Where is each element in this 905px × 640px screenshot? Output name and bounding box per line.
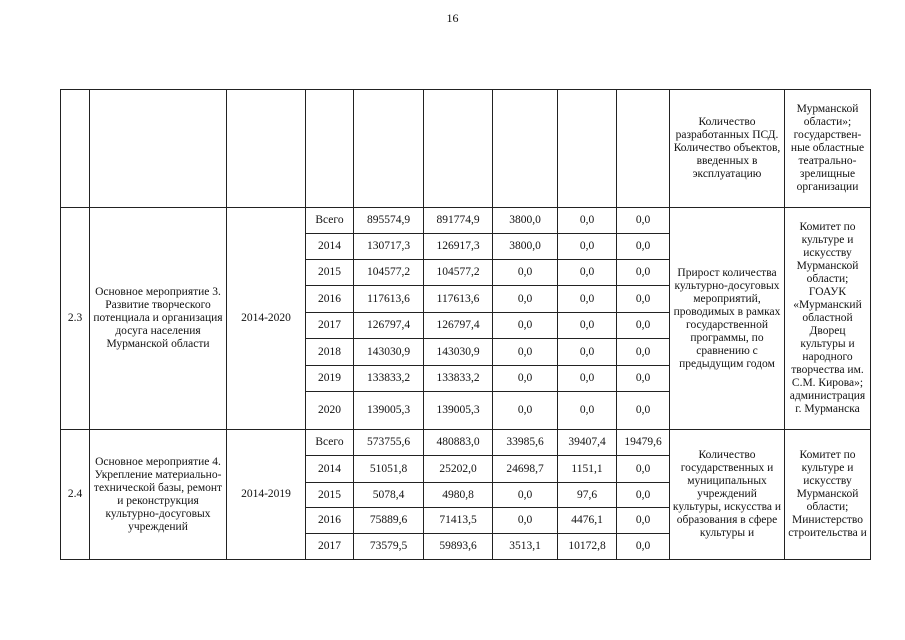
year-cell: Всего: [306, 208, 354, 234]
other-sources-cell: 0,0: [617, 286, 670, 313]
table-row-continuation: [61, 90, 871, 208]
regional-budget-cell: 133833,2: [424, 366, 493, 392]
indicator-cell: Количество государственных и муниципальных учреждений культуры, искусства и образования в сфере культуры и: [670, 430, 785, 560]
empty-cell: [558, 90, 617, 208]
table-row: [61, 208, 871, 234]
total-cell: 126797,4: [354, 313, 424, 339]
empty-cell: [424, 90, 493, 208]
regional-budget-cell: 891774,9: [424, 208, 493, 234]
regional-budget-cell: 139005,3: [424, 392, 493, 430]
local-budget-cell: 0,0: [558, 260, 617, 286]
federal-budget-cell: 3800,0: [493, 234, 558, 260]
year-cell: 2014: [306, 456, 354, 483]
total-cell: 895574,9: [354, 208, 424, 234]
regional-budget-cell: 126917,3: [424, 234, 493, 260]
regional-budget-cell: 71413,5: [424, 508, 493, 534]
other-sources-cell: 0,0: [617, 456, 670, 483]
empty-cell: [493, 90, 558, 208]
local-budget-cell: 97,6: [558, 483, 617, 508]
federal-budget-cell: 0,0: [493, 392, 558, 430]
local-budget-cell: 0,0: [558, 366, 617, 392]
row-number-cell: 2.4: [61, 430, 90, 560]
federal-budget-cell: 0,0: [493, 483, 558, 508]
period-cell: 2014-2019: [227, 430, 306, 560]
total-cell: 130717,3: [354, 234, 424, 260]
empty-cell: [617, 90, 670, 208]
total-cell: 139005,3: [354, 392, 424, 430]
other-sources-cell: 0,0: [617, 392, 670, 430]
local-budget-cell: 0,0: [558, 208, 617, 234]
federal-budget-cell: 0,0: [493, 313, 558, 339]
year-cell: 2016: [306, 286, 354, 313]
year-cell: 2017: [306, 313, 354, 339]
federal-budget-cell: 0,0: [493, 508, 558, 534]
federal-budget-cell: 33985,6: [493, 430, 558, 456]
year-cell: 2015: [306, 260, 354, 286]
federal-budget-cell: 3513,1: [493, 534, 558, 560]
local-budget-cell: 0,0: [558, 313, 617, 339]
local-budget-cell: 10172,8: [558, 534, 617, 560]
regional-budget-cell: 104577,2: [424, 260, 493, 286]
other-sources-cell: 0,0: [617, 366, 670, 392]
year-cell: 2014: [306, 234, 354, 260]
other-sources-cell: 0,0: [617, 508, 670, 534]
local-budget-cell: 0,0: [558, 286, 617, 313]
other-sources-cell: 0,0: [617, 260, 670, 286]
local-budget-cell: 0,0: [558, 234, 617, 260]
federal-budget-cell: 3800,0: [493, 208, 558, 234]
year-cell: 2016: [306, 508, 354, 534]
executor-cell: Комитет по культуре и искусству Мурманской области; ГОАУК «Мурманский областной Дворец культуры и народного творчества им. С.М. Кирова»; администрация г. Мурманска: [785, 208, 871, 430]
total-cell: 75889,6: [354, 508, 424, 534]
federal-budget-cell: 0,0: [493, 260, 558, 286]
activity-name-cell: Основное мероприятие 4. Укрепление материально-технической базы, ремонт и реконструкция культурно-досуговых учреждений: [90, 430, 227, 560]
regional-budget-cell: 117613,6: [424, 286, 493, 313]
year-cell: 2019: [306, 366, 354, 392]
table-body: [61, 90, 871, 560]
local-budget-cell: 39407,4: [558, 430, 617, 456]
executor-cell: Мурманской области»; государствен-ные областные театрально-зрелищные организации: [785, 90, 871, 208]
local-budget-cell: 0,0: [558, 339, 617, 366]
empty-cell: [61, 90, 90, 208]
total-cell: 117613,6: [354, 286, 424, 313]
indicator-cell: Количество разработанных ПСД. Количество объектов, введенных в эксплуатацию: [670, 90, 785, 208]
total-cell: 5078,4: [354, 483, 424, 508]
total-cell: 573755,6: [354, 430, 424, 456]
other-sources-cell: 19479,6: [617, 430, 670, 456]
total-cell: 143030,9: [354, 339, 424, 366]
year-cell: 2017: [306, 534, 354, 560]
total-cell: 73579,5: [354, 534, 424, 560]
table-row: [61, 430, 871, 456]
page-number: 16: [446, 11, 459, 25]
other-sources-cell: 0,0: [617, 534, 670, 560]
empty-cell: [306, 90, 354, 208]
regional-budget-cell: 4980,8: [424, 483, 493, 508]
empty-cell: [227, 90, 306, 208]
local-budget-cell: 1151,1: [558, 456, 617, 483]
year-cell: Всего: [306, 430, 354, 456]
year-cell: 2015: [306, 483, 354, 508]
total-cell: 133833,2: [354, 366, 424, 392]
program-activities-table: [60, 89, 871, 560]
total-cell: 51051,8: [354, 456, 424, 483]
total-cell: 104577,2: [354, 260, 424, 286]
other-sources-cell: 0,0: [617, 339, 670, 366]
federal-budget-cell: 0,0: [493, 286, 558, 313]
empty-cell: [354, 90, 424, 208]
indicator-cell: Прирост количества культурно-досуговых мероприятий, проводимых в рамках государственной программы, по сравнению с предыдущим годом: [670, 208, 785, 430]
year-cell: 2020: [306, 392, 354, 430]
other-sources-cell: 0,0: [617, 483, 670, 508]
row-number-cell: 2.3: [61, 208, 90, 430]
other-sources-cell: 0,0: [617, 208, 670, 234]
regional-budget-cell: 25202,0: [424, 456, 493, 483]
other-sources-cell: 0,0: [617, 234, 670, 260]
local-budget-cell: 0,0: [558, 392, 617, 430]
other-sources-cell: 0,0: [617, 313, 670, 339]
regional-budget-cell: 126797,4: [424, 313, 493, 339]
regional-budget-cell: 143030,9: [424, 339, 493, 366]
executor-cell: Комитет по культуре и искусству Мурманской области; Министерство строительства и: [785, 430, 871, 560]
federal-budget-cell: 0,0: [493, 366, 558, 392]
period-cell: 2014-2020: [227, 208, 306, 430]
federal-budget-cell: 0,0: [493, 339, 558, 366]
regional-budget-cell: 59893,6: [424, 534, 493, 560]
local-budget-cell: 4476,1: [558, 508, 617, 534]
activity-name-cell: Основное мероприятие 3. Развитие творческого потенциала и организация досуга населения Мурманской области: [90, 208, 227, 430]
federal-budget-cell: 24698,7: [493, 456, 558, 483]
year-cell: 2018: [306, 339, 354, 366]
empty-cell: [90, 90, 227, 208]
regional-budget-cell: 480883,0: [424, 430, 493, 456]
